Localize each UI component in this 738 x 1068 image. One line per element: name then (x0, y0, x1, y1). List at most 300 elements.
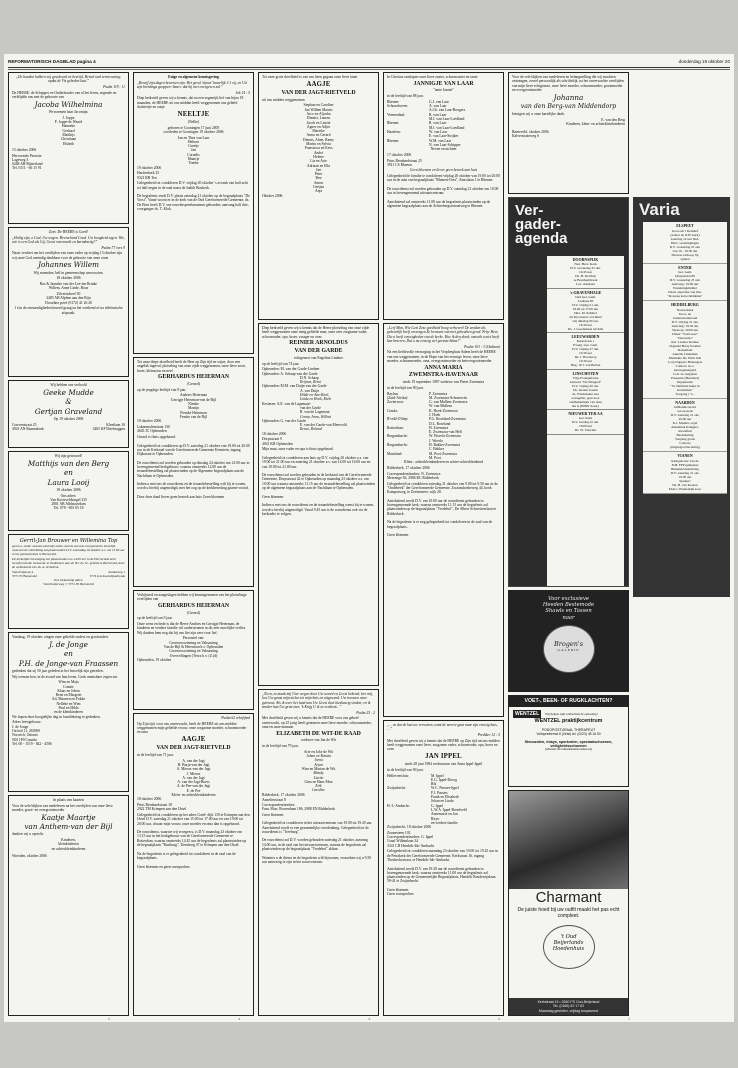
family-member: Agnes en Adjes (306, 124, 331, 129)
family-place: H.-I.-Ambacht: (387, 803, 410, 808)
family-member: W. van Laar E. van Laar-Strijker (429, 129, 459, 139)
family-list (512, 118, 625, 127)
future-address: Ons toekomstig adres: Voorthuizerweg 7, 3772 PL Barneveld (43, 578, 94, 586)
ad-slogan: De juiste hoed bij uw outfit maakt het pas echt compleet. (517, 907, 620, 919)
family-member: Linda en Henk, Riels (300, 397, 331, 402)
family-member: A. de Pee-van der Jagt (176, 784, 211, 789)
family-member: Paul en Hilda (58, 706, 79, 711)
notice-details: Gelegenheid tot condoleren D.V. vrijdag 20 oktober 's avonds van half acht tot half negen in de zaal naast de Judith Boukerk. De begrafenis vindt D.V. plaats zaterdag 21 oktober op de begraafplaats "De Vorst". Vanaf woont er in de kerk van de Oud Gereformeerde Gemeente, ds. De Boer heeft D.V. ons rouwbespreekmoment gehouden, aanvang half drie, voorganger ds. T. Klok. (137, 181, 250, 212)
notice-text: Met droefheid geven wij u kennis dat de HEERE voor ons geheel onverwacht, op 25 jarig heeft genomen onze lieve moeder, schoonmoeder, oma en onze mamaat (262, 716, 372, 729)
notice-details: Gerard is thuis opgebaard. Gelegenheid tot condoleren op D.V. zaterdag 21 oktober van 19.00 tot 20.00 uur in de Kerkzaal van de Gereformeerde Gemeente Eemstein, ingang Dijkstraat te Opheusden. De rouwdienst zal worden gehouden op dinsdag 24 oktober om 14.00 uur in bovengenoemd kerkgebouw, waarna omstreeks 12.00 uur de teraardebestelling zal plaatsvinden op de Algemene begraafplaats aan de Nachtlaan te Opheusden. Indien u met ons de rouwdienst en de teraardebestelling wilt bij te wonen, wordt u hierbij uitgenodigd, met het oog op de kerkbezetting gaarne vooraf. Door deze daad liever geen bezoek aan huis Geen bloemen (137, 434, 250, 500)
family-place: Gouda: (387, 408, 398, 413)
agenda-place: LINSCHOTEN (572, 371, 599, 376)
person-name: van den Berg-van Middendorp (520, 102, 617, 110)
notice-date: Oktober 2006 (262, 193, 283, 198)
address-line: Hervormde Pastorie (12, 153, 42, 158)
family-member: Maartje (187, 157, 200, 161)
family-member: P.G. Roseland-Zwemstra D.L. Roseland (429, 417, 466, 426)
notice-text: Met droefheid geven wij u kennis dat de HEERE op Zijn tijd uit ons midden heeft weggenomen onze lieve, zorgzame vader, schoonvader, opa, broer en oom (387, 738, 500, 752)
logo-text: Hoedenhuis (552, 946, 585, 953)
ad-wentzel (508, 695, 629, 787)
verse: „Neen, zo maak mij Uwe wegen door Uw woord en Geest bekend; leer mij, hoe Uw gunst mijn zielen tot mijn huis en uitgewend. Uw troosten ware getroost: Als ik weer het land aan Uw Geest doet kieskeurig vinden; en ik zonder hun Uw grim zien. 'k Krijg U ik zo verdient...” (262, 692, 373, 709)
age: uit ons midden weggenomen. (262, 97, 306, 102)
age: op de leeftijd van 9 jaar. (137, 616, 173, 621)
notice-text: Wij wensen hen, in de avond van hun leven, Gods onmisbare zegen toe. (12, 674, 119, 679)
verse-ref: Psalm 77 vers 9 (101, 245, 125, 250)
family-member: Gerhard (62, 128, 75, 133)
family-place: Veenendaal: (387, 112, 406, 117)
spouse: sinds 28 juni 1984 weduwnaar van Anna Ippel-Ippel (404, 762, 483, 767)
family-member: Wim en Marian de Wit (301, 766, 336, 771)
notice-intro: In plaats van kaarten (53, 798, 84, 802)
address: Anneliesstraat 8 Correspondentieadres: Fam. Mon, Rossenlaan 186, 2988 EN Ridderkerk (262, 798, 336, 811)
varia-details: In en om 't Kerkhof (achter de N.H. kerk) zaterdag 14 uur Ned. Herv. vereningingen D.V. woensdag 25 okt. van 10 - 19.30 uur Diverse verkoop bij ophaal (669, 228, 701, 261)
notice-date: 19 oktober 2006 (137, 165, 162, 170)
family-member: Cenna, Arna, Willent (300, 414, 332, 419)
varia-details: Noeze-Kerk Koor- en vennerwiemerond D.V. vrijdag 21 okt. Aanvang: 19.30 uur Verkoop: 20.00 uur Uitker "Voetvoere" "Deeverko" m.h. Lasiere Kramer Organist Harry Kramer Donselbelt Annelie Lindeman Meditatie Ds. Elim Jedi Corp Nuppers Hennegers Collecte t.b.v. nieuwgeneugerd Coll. 2e ontyphus Passeetin (Bestrand) Organisatie: "St. Definitie helpt in Kommisie" Toegang ƒ 5,- (667, 307, 703, 396)
marriage-announcement (8, 534, 129, 629)
ad-shawls (508, 590, 629, 692)
registration-marks (4, 1017, 734, 1021)
family-member: Kinderen, (61, 838, 76, 843)
family-list (387, 392, 500, 461)
notice-intro: Wij hebben ons verloofd (50, 383, 87, 387)
family-member: Martijn (187, 406, 200, 411)
family-row (387, 104, 500, 113)
verse-ref: Job 14 : 5 (235, 90, 250, 95)
address: Zilvertsdreef 50 2485 AB Alphen aan den Rijn Dorothea privé (0172) 41 26 20 (45, 292, 92, 305)
paper-date: donderdag 19 oktober 20 (678, 59, 730, 64)
footer-mark: 4 (238, 1017, 240, 1021)
notice-text: Na een liefdevolle verzorging in het Verpleeghuis Salem heeft de HEERE van ons weggenomen, in de Hope van het eeuwige leven, onze lieve moeder, schoonmoeder, oma, overgrootmoeder en betovergrootmoeder (387, 350, 496, 363)
family-member: Opheusden: M.M. van Duijn-van der Garde (262, 384, 327, 389)
family-member: Elsbeth (62, 141, 75, 146)
varia-item (643, 222, 727, 264)
notice-details: Gelegenheid tot condoleren op het adres Goed- dijk 139 te Krimpen aan den IJssel D.V. zaterdag 21 oktober van 15.00 tot 17.00 uur en van 19.00 tot 20.00 uur, alwaar mijn vrouw, onze moeder en oma dan is opgebaard. De rouwdienst, waartoe wij vroegen u, is D.V. maandag 23 oktober om 13.15 uur in het kerkgebouw van de Gereformeerde Gemeente te Rotterdam, waarna omstreeks 14.45 uur de begrafenis zal plaatsvinden op de begraafplaats "Rustburg", Tiendweg 47 te Krimpen aan den IJssel. Na de begrafenis is er gelegenheid tot condoleren in de zaal van de begraafplaats. Geen bloemen en geen rouwproben (137, 813, 250, 869)
family-member: Krijnen, Reini (300, 380, 321, 385)
notice-details: Gelegenheid de familie te condoleren vrijdag 20 oktober van 19.00 tot 20.00 uur in de aula van begraafplaats "Rhenen-Oost", Amrolaan 1 te Rhenen. De rouwdienst zal worden gehouden op D.V. zaterdag 21 oktober om 10.00 uur in bovengenoemd uitvaartcentrum. Aansluitend zal omstreeks 11.00 uur de begrafenis plaatsvinden op de algemene begraafplaats aan de Achterbergsestraatweg te Rhenen. (387, 174, 500, 209)
ad-text (508, 590, 629, 621)
shop-logo (543, 925, 595, 969)
verse-ref: Prediker 12 : 5 (477, 732, 500, 737)
notice-text: Naast verdriet om het overlijden van onze vader op vrijdag 13 oktober zijn wij onze God oneindig dankbaar voor de geboorte van onze zoon (12, 251, 123, 260)
family-member: Kinderen, klein- en achterkleinkinderen (566, 122, 625, 127)
notice-text: geven u, onder zwenste zuid-bijs nathe, kennis van hun voorgenomen huwelijk, waarvan de voltrekking zal plaatsvinden D.V. woensdag 18 oktober a.s. om 13.00 uur in het gemeentehuis te Barneveld. (12, 544, 125, 556)
ampersand: & (65, 397, 72, 407)
couple-names: Gerrit-Jan Brouwer en Willemina Top (19, 538, 118, 544)
family-member: Ben (315, 176, 322, 181)
notice-intro: Wij zijn getrouwd! (54, 454, 83, 458)
notice-text: De kerkelijke bevestiging zal plaatsvinden om 14.00 uur in de Hervormde kerk Gereformeerde Gemeente te Oudebuurt aan de Ver. ds. Sc. geleide te Barneveld, door de welbekende hen ds. A. Schultink. (12, 557, 125, 569)
paper-title: REFORMATORISCH DAGBLAD pagina 4 (8, 59, 96, 64)
family-row (387, 139, 500, 148)
deceased-surname: VAN DER JAGT-RIETVELD (281, 89, 356, 96)
family-member: Marieke (312, 129, 325, 134)
family-row (387, 786, 500, 803)
ad-line: Heeden Bestemode (542, 602, 595, 609)
spouse: weduwe van Jan de Wit (300, 738, 336, 743)
deceased-name: AAGJE (181, 736, 206, 744)
person-name: Matthijs van den Berg (27, 458, 110, 468)
deceased-name: REINIER ARNOLDUS (289, 340, 348, 347)
family-place: Maasland: (387, 451, 403, 456)
spouse: echtgenoot van Engelina Lindner (293, 355, 344, 360)
age: op de jeugdige leeftijd van 9 jaar. (137, 387, 187, 392)
notice-note: 1 t/m de omstandigheden beroed graag na het weekend of na telefonische afspraak. (14, 306, 123, 315)
verse: „... en dat de last uw verwaren, want de merrie gaat naar zijn eeuwig huis, ...” (387, 723, 498, 732)
varia-item (643, 399, 727, 453)
age: op de leeftijd van 74 jaar. (262, 361, 300, 366)
varia-place: HEDDELBURG (671, 303, 699, 308)
family-row (387, 443, 500, 452)
family-member: Arie en Joke de Wit (303, 749, 334, 754)
family-list (12, 838, 125, 851)
family-member: A. van Laar A.Ch. van Laar-Boogers (429, 104, 466, 113)
notice-details: Geen bloemen Gelegenheid tot condoleren in het uitvaartcentrum van 19.00 tot 19.45 uur. Aansluitend wordt er een gezamenlijke overdenking. Gelegenheid tot de rouwdienst is "Treeburg". De rouwdienst zal D.V. worden gehouden zaterdag 21 oktober, aanvang 14.00 uur, in de zaal van het uitvaartcentrum, waarna de begrafenis zal plaatsvinden op de begraafplaats "Vredehof" aldaar. Wanneer u de dienst en de begrafenis wilt bijwonen, verzoeken wij u 9.50 uur aanwezig te zijn in het rouwcentrum. (262, 812, 373, 864)
family-member: Hilde-en-Ans-Kirel, (300, 393, 330, 398)
agenda-item (547, 410, 624, 435)
header-rule (8, 69, 730, 70)
family-member: H. Burja-van der Jagt (177, 762, 210, 767)
notice-date: 17 oktober 2006 (387, 152, 412, 157)
family-place: Hellevoetsluis: (387, 773, 410, 778)
deceased-name: JANNIGJE VAN LAAR (413, 80, 474, 87)
age: in de leeftijd van 90 jaar. (387, 385, 424, 390)
signatory: Van de Bijl & Heierman b.v. Opheusden (163, 645, 224, 650)
footer-mark: 1 (628, 1017, 630, 1021)
nickname: (Nellie) (187, 119, 200, 124)
family-member: Renco, Roland (300, 427, 322, 432)
verse-ref: Psalm 119 : 11 (103, 84, 125, 89)
conjunction: en (64, 649, 73, 659)
family-member: F. Joppe-de Waard (54, 120, 83, 125)
notice-text: Voor de vele blijken van medeleven na het overlijden van onze lieve moeder, groot- en overgrootmoeder (12, 803, 113, 812)
anniversary-notice (8, 632, 129, 792)
address: Hardenbork 25 9321 RB Ten (137, 171, 160, 180)
family-member: Anton (313, 180, 324, 185)
family-place: Rotterdam: (387, 425, 404, 430)
person-name: van Anthem-van der Bijl (24, 822, 113, 832)
varia-place: ELSPEET (676, 224, 694, 228)
notice-text: De HEERE, de Schepper en Onderhouder van al het leven, zegende en verblijdde ons met de geboorte van (12, 90, 117, 99)
column-5 (508, 72, 629, 1016)
family-member: H. Bakker-Zwemstra C. Bakker (429, 443, 461, 452)
deceased-surname: VAN DER GARDE (294, 348, 343, 355)
deceased-name: NEELTJE (177, 110, 210, 118)
newspaper-page (4, 54, 734, 1022)
person-name: P.H. de Jonge-van Fraassen (18, 658, 119, 668)
ad-fineprint: (behandel alle bekkenhandelen enmercen) (544, 748, 593, 752)
family-member: H. Zwemstra E. Zwemstra-van Hell (429, 425, 462, 435)
family-member: P. Zwemstra M. Zwemstra-Schonewits (429, 391, 468, 400)
deceased-name: GERHARDUS HEIERMAN (157, 374, 230, 381)
column-1 (8, 72, 129, 1016)
notice-text: In Christus ontslapen onze lieve zuster, schoonzuster en tante (387, 75, 478, 79)
agenda-details: Oud Ger. Gem. Laakana 82 D.V. vrijdag 21 okt. 18.00 en 17.00 uur Dirs. M. Paltmol uit Kloosteras ord mind vrij dinsdag 00 okt. 18.30 uur Ds. J. Goedemaas uit Kils (567, 294, 604, 331)
address-line: Lageweg 3 (12, 157, 29, 162)
verse: „Heilig zijn, o God, Uw wegen. Heerschend Goed. Uw hoogheid tegen. Wie, wie is een God als Gij, Groot van macht en barmhartig?” (12, 235, 125, 244)
family-place: Schoonhoven: (387, 104, 409, 109)
ad-line: Voor exclusieve (548, 596, 589, 602)
deceased-surname: VAN DER JAGT-RIETVELD (156, 745, 231, 752)
child-name: Jacoba Wilhelmina (34, 99, 103, 109)
agenda-details: Ger. Kerk D.V. zondag 22 okt. 18.00 uur Ds. W. Visscher (571, 416, 600, 432)
family-place: Rhenen: (387, 121, 400, 126)
family-member: G. Ippel L.W.A. Ippel-Breedveld Annemarie en Jan Riryo (431, 803, 467, 821)
family-member: Hebron (187, 139, 200, 144)
family-row (387, 409, 500, 418)
thanks-notice-johanna (508, 72, 629, 194)
family-member: A. van der Jagt (182, 758, 205, 763)
logo-sub: GALERIE (557, 647, 580, 652)
notice-date: 18 oktober 2006 (56, 276, 81, 281)
addresses (12, 423, 125, 432)
family-member: Anja (314, 189, 323, 194)
birth-notice-johannes (8, 227, 129, 377)
notice-text: We hopen deze hoogtelijke dag in familiekring te gedenken. (12, 714, 101, 719)
vergader-agenda (508, 197, 629, 587)
person-name: Geeke Mudde (43, 387, 94, 397)
family-list (137, 393, 250, 419)
deceased-name: ELIZABETH DE WIT-DE RAAD (276, 730, 361, 737)
family-member: Erik (315, 784, 322, 789)
family-member: Gerrigje Heierman-van de Bijl (170, 397, 217, 402)
family-member: Nelleke en Wim (56, 701, 81, 706)
family-row (387, 434, 500, 443)
address-right: Kleetlaan 10 3465 KP Driebruggen (92, 422, 125, 431)
family-member: Gina en Hans Mon (304, 779, 333, 784)
family-place: Rhenen: (387, 99, 400, 104)
family-member: W. Woerlo-Zwemstra J. Woerlo (429, 434, 461, 443)
notice-intro: Zoet. De HEERE is Goed! (48, 230, 89, 234)
agenda-details: Vrije Evangelische Gebouw "De Wingerd" D.V. vrijdag 20 okt. Ds. duolen waarin ds. Wiedenaker een evangelist, gaat door onafhankelijke van deze Re is (BINN doest) (569, 375, 602, 408)
family-member: Peter (314, 172, 323, 177)
family-member: K. Hoek-Zwemstra J. Hoek (429, 408, 458, 417)
ad-line: naar (562, 614, 575, 621)
deceased-name: GERHARDUS HEIERMAN (157, 602, 230, 609)
shop-logo (543, 625, 595, 673)
family-list (262, 367, 375, 431)
verse: „Bewijf zijn dagen bewenen zijn. Het geval 'zijnen' huwelijk 3:1 zij, en Uit zijn breidings geoppen- baart: dat hij niet overgeven zal.” (137, 80, 247, 89)
notice-date: 18 oktober 2006 (137, 797, 162, 802)
nickname: (Gerard) (187, 382, 200, 387)
varia-details: Jubileumconcert Groot-kerk D.V. zaterdag 21 okt. 20.00 uur K.J. Mulder, orgel Annemiek Kringers, dwarsfluit Basisinering Toegang gratis Collecte (uitgangscollectering) (670, 405, 700, 450)
family-member: Andries Heierman (179, 393, 208, 398)
verse: „De banden hebben wij gescheurd en bevrijd, Hemel und vernieuwing; opdat de Vis gebeden laat.” (15, 75, 122, 84)
family-member: Greetje (188, 144, 199, 149)
signatory: Groenvoorziening en Vaksauting (169, 640, 218, 645)
notice-text: Tot onze diepe droefheid heeft de Heer op Zijn tijd en wijze, door een ongeluk ingeval, plotseling van onze zijde weggenomen, onze lieve zoon, broer, kleinzoon en neef (137, 360, 246, 373)
notice-text: Onze wens en bede is dat de Heere Andries en Gerrigje Heierman, de kinderen en verdere familie wil ondersteunen in dit zeer moeilijke verlies. Wij danken hem nog dat hij ons liet zijn zeer voor lief. (137, 622, 247, 635)
varia-item (643, 452, 727, 494)
verse-ref: Psalm 25 : 2 (356, 710, 375, 715)
family-member: Mandy (313, 771, 324, 776)
family-member: R. van de Lagemaat (300, 410, 330, 415)
family-row (387, 774, 500, 787)
address: Ons adres: Van Koetsveldsingel 235 2801 AB Alblasserdam Tel. 078 - 693 05 18 (50, 493, 87, 511)
family-member: Arco en Aljosha (306, 111, 331, 116)
varia-item (643, 301, 727, 399)
age: in de leeftijd van 90 jaar. (387, 767, 424, 772)
footer-mark: 2 (498, 1017, 500, 1021)
family-member: J. Mieras (186, 771, 201, 776)
family-member: Stephan en Caroline (303, 103, 334, 108)
column-4 (383, 72, 504, 1016)
family-place: Bergambacht: (387, 434, 408, 439)
family-member: Jan Willem Maarts (304, 107, 333, 112)
extended-family: Klein-, achterkleinkinderen en achter-achterkleinkind (404, 460, 483, 465)
notice-details: Gelegenheid tot condoleren zaterdag 21 oktober van 9.00 tot 9.50 uur in de "Ondebeek" der Gereformeerde Gemeente, Zwaanshoekeweg 44, hoek Kompasweg, te Zoetermeer, wijk 28. Aansluitend wordt D.V. om 10.00 uur de rouwdienst gehouden in bovengenoemde kerk, waarna omstreeks 11.15 uur de begrafenis zal plaatsvinden op de begraafplaats "Vredehof", De Albert Schweitzerlaan te Ridderkerk. Na de begrafenis is er nog gelegenheid tot condoleren in de zaal van de begraafplaats. Geen bloemen (387, 481, 498, 538)
address: Prins Bernhardstraat 25 3911 CS Rhenen (387, 158, 422, 167)
ad-address: Voltopredlemst 8 (Zeist) tel. (0223) 48 16 50 (536, 732, 601, 737)
address: Adres feestgebouw: J. de Jonge Oxford 11, 263969 Norwich, Ontario N0J 1P0 Canada Tel. 00 - 1519 - 842 - 4506 (12, 720, 52, 746)
family-place: Haarlem: (387, 129, 401, 134)
family-member: W.C. Passies-Ippel F.J. Passies Frank en Elisabeth Johan en Linda (431, 786, 459, 804)
family-member: Matthijs (62, 132, 75, 137)
address: Correspondentieadres: N. Zwemstra Meerenge 56, 2986 RC Ridderkerk (387, 471, 441, 480)
notice-text: Op Zijn tijd, voor ons onverwacht, heeft de HEERE uit ons midden weggenomen mijn geliefde vrouw, onze zorgzame moeder, schoonmoeder en oma (137, 721, 247, 735)
family-member: Connie (63, 684, 74, 689)
condolence-notice-gerhardus (133, 590, 254, 710)
agenda-place: DOORNSPIJK (572, 258, 599, 262)
family-member: M. Poot-Zwemstra M. Poot (429, 451, 457, 460)
family-member: Jan en Thea van Laar (177, 135, 210, 140)
family-member: Hanneke (61, 124, 76, 129)
column-6 (633, 72, 730, 1016)
family-place: Bergambacht: (387, 443, 408, 448)
varia-title: Varia (639, 200, 680, 219)
ad-charmant (508, 790, 629, 1016)
family-place: Zoeterwou: (387, 400, 404, 405)
family-row (387, 426, 500, 435)
spouse: sinds 19 september 1987 weduwe van Pieter Zwemstra (402, 380, 485, 385)
death-notice-anna-maria (383, 323, 504, 717)
varia-details: Ger. Gem. Dorpsstraat 89 D.V. woensdag 25 okt. Aanvang: 19.00 uur Pasteiningmiddel Daan: expertise van mw. "Rowena korte middelen" (667, 270, 703, 299)
address (12, 154, 125, 171)
family-member: Dimitri, Lauren (306, 116, 331, 121)
verse-ref: Psalm 103 : 3 (Outbum) (464, 344, 500, 349)
family-member: Arma en Gerard (306, 133, 331, 138)
conjunction: en (64, 468, 73, 478)
death-notice-jannigje (383, 72, 504, 320)
family-member: Helene (313, 154, 324, 159)
death-notice-neeltje (133, 72, 254, 354)
family-place: B'veld-O'diep: (387, 417, 409, 422)
notice-text: Tot onze grote droefheid is van ons heen gegaan onze lieve tante (262, 75, 358, 79)
varia-place: NAARDEN (675, 400, 695, 405)
logo-text: Beijerlands (553, 940, 584, 947)
logo-text: 't Oud (560, 934, 577, 940)
family-member: Rene en Margriet (55, 693, 82, 698)
family-member: en achterkleinkinderen (51, 846, 86, 851)
family-member: A. Mieras-van der Jagt (176, 767, 211, 772)
signatory: Personeel van: (182, 636, 205, 641)
ad-brand: Charmant (535, 889, 602, 906)
agenda-place: LEEUWARDEN (571, 335, 600, 339)
ad-footer (509, 998, 628, 1015)
person-name: Gertjan Graveland (34, 406, 103, 416)
notice-sub: Wij noemden Joël in gemeenschap onvoorzien. (33, 270, 104, 275)
family-list (387, 774, 500, 826)
family-row (387, 804, 500, 821)
varia-details: Kerkgebouw van de N.H. FPP gemeente Buitenstratedeelwkg D.V. zaterdag 21 okt. 19.30 uur Spreker: Ds. B. van Kooten M.m.v. Plantenrijk koor (668, 458, 702, 491)
family-member: André (313, 150, 324, 155)
deceased-name: JAN IPPEL (425, 753, 462, 761)
family-member: van der Garde (300, 405, 321, 410)
notice-date: Ridderkerk, 17 oktober 2006 (262, 792, 305, 797)
family-member: G. van Mullem-Zwemstra W. van Mullem (429, 400, 468, 409)
family-member: Jacob en Lisette (306, 120, 331, 125)
family-member: Ad, Maarten en Fokke (51, 697, 86, 702)
notice-text: gedenken dat zij 50 jaar geleden in het huwelijk zijn getreden. (12, 668, 104, 673)
deceased-name: ANNA MARIA (424, 364, 463, 371)
death-notice-aagje-family (258, 72, 379, 320)
address: Zonnesteen 102 Correspondentieadres: G. Ippel Graaf Willemlaan 34 3341 CB Hendrik-Ido-Ambacht (387, 830, 435, 848)
notice-text: Voor de vele blijken van medeleven en belangstelling die wij mochten ontvangen, zowel persoonlijk als schriftelijk, na het onverwachte overlijden van mijn lieve echtgenote, onze lieve moeder, schoonmoeder, grootmoeder en overgrootmoeder (512, 75, 624, 92)
family-row (387, 113, 500, 122)
agenda-item (547, 289, 624, 334)
agenda-title: Ver- gader- agenda (515, 202, 568, 247)
family-member: Fransissca en Kess (304, 146, 333, 151)
family-member: Jan (191, 148, 196, 153)
address: Dorpsstraat 9 4041 KR Opheusden (262, 437, 293, 446)
death-notice-jan-ippel (383, 720, 504, 1016)
family-member: Femke van de Bijl (179, 414, 208, 419)
family-member: D.N. Schaap (300, 375, 319, 380)
varia-item (643, 264, 727, 302)
address: Prins Bernhardstraat 18 2922 TM Krimpen aan den IJssel (137, 803, 187, 812)
address-line: Tel. 0111 - 66 15 91 (12, 166, 42, 171)
varia-place: VIANEN (677, 454, 693, 459)
family-member: R. van Laar M.I. van Laar-Loedland (429, 112, 465, 122)
address-right: Zuiderweg 1 3774 GA Kootwijkerbroek (89, 570, 125, 579)
family-place: Rhenen: (387, 138, 400, 143)
family-member: M. Ippel E.G. Ippel-Droog Rik (431, 773, 457, 787)
notice-details: Mijn man, onze vader en opa is thuis opgebaard. Gelegenheid tot condoleren aan huis op D.V. vrijdag 20 oktober a.s. van 19.00 tot 21.00 uur en zaterdag 21 oktober a.s. van 14.00 tot 16.00 uur en van 19.00 tot 21.00 uur. De rouwdienst zal worden gehouden in de kerkzaal van de Gereformeerde Gemeente, Dorpsstraat 42 te Opheusden op maandag 23 oktober a.s. om 10.00 uur waarna omstreeks 11.15 uur de teraardebestelling zal plaatsvinden op de algemene begraafplaats aan de Nachtlaan te Opheusden. Geen bloemen Indien u met ons de rouwdienst en de teraardebestelling wenst bij te wonen, wordt u hierbij uitgenodigd. Vanaf 9.45 uur is de rouwdienst ook via de kerkradio te volgen. (262, 447, 375, 516)
family-list (137, 136, 250, 166)
signatory: Groenvoorziening en Vaksauting (169, 649, 218, 654)
family-member: Tineke (188, 161, 199, 166)
family-member: Caroline (312, 788, 325, 793)
family-list (387, 100, 500, 147)
family-list (262, 750, 375, 793)
agenda-details: Ned. Herv. Kerk D.V. woensdag 25 okt. 19.45 uur Ds. H. Rolvink se Bourhembraak Lev. Adadaan (570, 262, 601, 286)
notice-text: Verbijsterd en aangeslagen hebben wij kennisgenomen van het plotselinge overlijden van (137, 593, 247, 602)
family-member: en verdere familie (431, 820, 458, 825)
agenda-item (547, 370, 624, 411)
family-member: Lia en Arie (310, 159, 327, 164)
address: Barneveld, oktober 2006 Kalverstrateweg 6 (512, 129, 549, 138)
family-row (387, 121, 500, 130)
family-member: Opheusden: G. van der Garde (262, 418, 306, 423)
notice-date: 19 oktober 2006 (137, 419, 162, 424)
notice-date: 15 oktober 2006 (12, 147, 37, 152)
family-member: en de kleinkinderen (53, 710, 84, 715)
agenda-details: Kerkstrook 1 Evang. Ger. Gem. D.V. vrijdag 27 okt. 19.30 uur Ds. J. Hoederop 19.30 uur Hug. 19 J. van Berlan (570, 339, 601, 367)
family-member: A. van Duijn (300, 388, 320, 393)
visit-note: Geen bloemen en liever geen bezoek aan huis (409, 168, 478, 173)
family-list (12, 680, 125, 714)
family-member: Christiaan (60, 137, 77, 142)
agenda-item (547, 256, 624, 289)
notice-sub: betuigen wij u onze hartelijke dank. (512, 112, 565, 117)
hat-photo (509, 791, 628, 889)
parents: Bas & Janneke van der Lee-ten Brinke Willem, Anne Linde, Boaz (39, 282, 98, 291)
ad-sub: PODOPOSTURAAL THERAPEUT (541, 728, 596, 732)
family-member: Jorna (314, 758, 323, 763)
family-place: Zwijndrecht: (387, 786, 407, 791)
death-notice-reinier (258, 323, 379, 686)
